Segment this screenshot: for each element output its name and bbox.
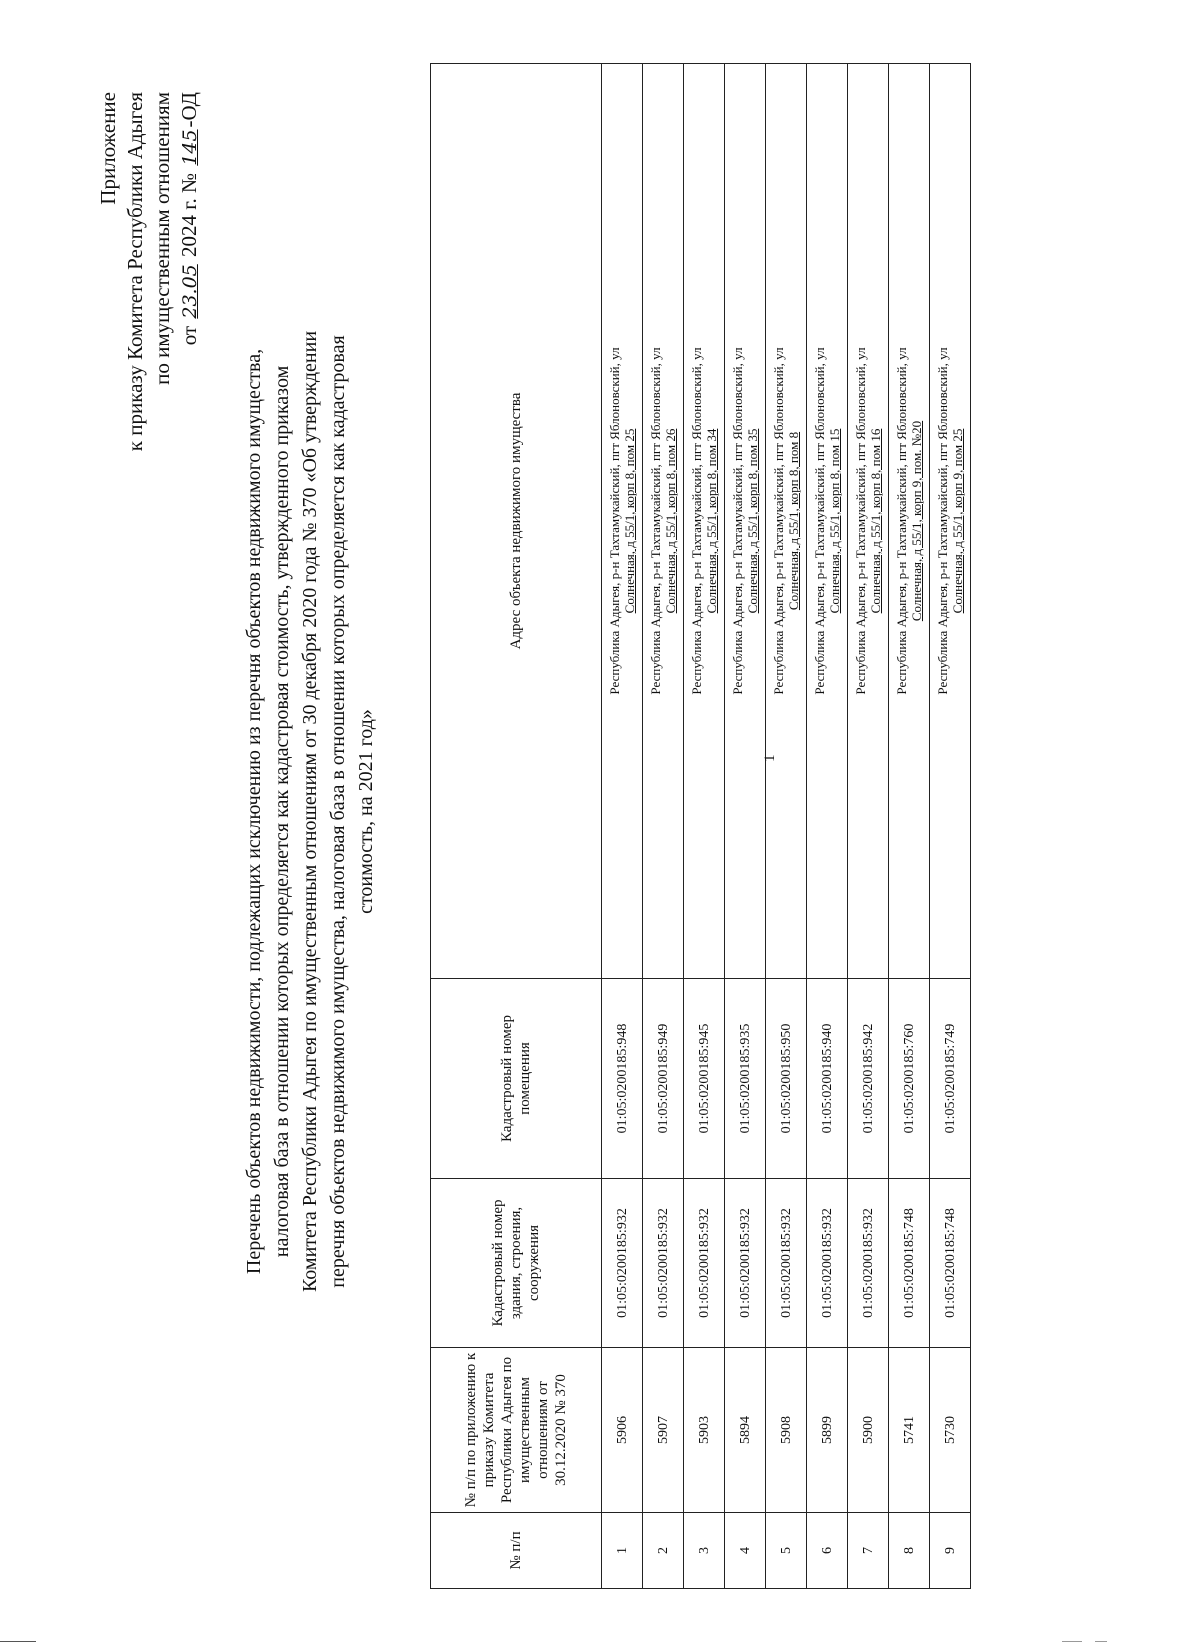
address-line-1: Республика Адыгея, р-н Тахтамукайский, пгт Яблоновский, ул xyxy=(689,347,704,695)
appendix-order-ref: к приказу Комитета Республики Адыгея xyxy=(123,92,147,452)
cell-appendix-num: 5894 xyxy=(725,1348,766,1513)
address-line-1: Республика Адыгея, р-н Тахтамукайский, пгт Яблоновский, ул xyxy=(648,347,663,695)
cell-num: 5 xyxy=(766,1513,807,1589)
table-body xyxy=(602,64,971,1589)
title-line-5: стоимость, на 2021 год» xyxy=(355,709,377,914)
cell-num: 1 xyxy=(602,1513,643,1589)
cell-room-cadastral: 01:05:0200185:942 xyxy=(848,979,889,1179)
address-line-1: Республика Адыгея, р-н Тахтамукайский, пгт Яблоновский, ул xyxy=(730,347,745,695)
header-address: Адрес объекта недвижимого имущества xyxy=(431,64,602,979)
document-title xyxy=(240,214,380,1409)
cell-building-cadastral: 01:05:0200185:932 xyxy=(766,1179,807,1348)
address-line-2: Солнечная, д 55/1, корп 8, пом 35 xyxy=(745,428,760,614)
table-row xyxy=(930,64,971,1589)
header-room-cadastral: Кадастровый номер помещения xyxy=(431,979,602,1179)
cell-building-cadastral: 01:05:0200185:932 xyxy=(684,1179,725,1348)
cell-num: 4 xyxy=(725,1513,766,1589)
cell-building-cadastral: 01:05:0200185:932 xyxy=(848,1179,889,1348)
address-line-2: Солнечная, д 55/1, корп 8, пом 26 xyxy=(663,428,678,614)
cell-room-cadastral: 01:05:0200185:948 xyxy=(602,979,643,1179)
cell-appendix-num: 5900 xyxy=(848,1348,889,1513)
cell-building-cadastral: 01:05:0200185:932 xyxy=(602,1179,643,1348)
address-line-2: Солнечная, д 55/1, корп 8, пом 25 xyxy=(622,428,637,614)
cell-building-cadastral: 01:05:0200185:932 xyxy=(643,1179,684,1348)
cell-address xyxy=(807,64,848,979)
table-row xyxy=(848,64,889,1589)
address-line-1: Республика Адыгея, р-н Тахтамукайский, пгт Яблоновский, ул xyxy=(812,347,827,695)
cell-room-cadastral: 01:05:0200185:950 xyxy=(766,979,807,1179)
cell-building-cadastral: 01:05:0200185:932 xyxy=(725,1179,766,1348)
cell-appendix-num: 5908 xyxy=(766,1348,807,1513)
address-line-1: Республика Адыгея, р-н Тахтамукайский, пгт Яблоновский, ул xyxy=(771,347,786,695)
cell-room-cadastral: 01:05:0200185:949 xyxy=(643,979,684,1179)
cell-building-cadastral: 01:05:0200185:748 xyxy=(930,1179,971,1348)
cell-appendix-num: 5907 xyxy=(643,1348,684,1513)
cell-room-cadastral: 01:05:0200185:945 xyxy=(684,979,725,1179)
scan-edge-mark xyxy=(0,1641,36,1642)
address-line-2: Солнечная, д 55/1, корп 8, пом 8 xyxy=(786,431,801,611)
table-header-row xyxy=(431,64,602,1589)
address-line-2: Солнечная, д 55/1, корп 9, пом 25 xyxy=(950,428,965,614)
cell-num: 3 xyxy=(684,1513,725,1589)
cell-num: 6 xyxy=(807,1513,848,1589)
cell-address xyxy=(889,64,930,979)
table-row xyxy=(643,64,684,1589)
title-line-1: Перечень объектов недвижимости, подлежащих исключению из перечня объектов недвижимого имущества, xyxy=(243,348,265,1275)
appendix-title: Приложение xyxy=(96,92,120,205)
address-line-1: Республика Адыгея, р-н Тахтамукайский, пгт Яблоновский, ул xyxy=(935,347,950,695)
cell-address xyxy=(684,64,725,979)
date-prefix: от xyxy=(177,320,201,346)
cell-num: 7 xyxy=(848,1513,889,1589)
cell-num: 2 xyxy=(643,1513,684,1589)
cell-room-cadastral: 01:05:0200185:749 xyxy=(930,979,971,1179)
handwritten-order-number: 145 xyxy=(179,129,201,166)
address-line-1: Республика Адыгея, р-н Тахтамукайский, пгт Яблоновский, ул xyxy=(894,347,909,695)
title-line-4: перечня объектов недвижимого имущества, налоговая база в отношении которых определяется как кадастровая xyxy=(327,335,349,1288)
order-year: 2024 г. № xyxy=(177,167,201,263)
address-line-2: Солнечная, д 55/1, корп 8, пом 16 xyxy=(868,428,883,614)
cell-address xyxy=(848,64,889,979)
header-building-cadastral: Кадастровый номер здания, строения, сооружения xyxy=(431,1179,602,1348)
address-line-1: Республика Адыгея, р-н Тахтамукайский, пгт Яблоновский, ул xyxy=(853,347,868,695)
cell-room-cadastral: 01:05:0200185:760 xyxy=(889,979,930,1179)
header-appendix-num: № п/п по приложению к приказу Комитета Республики Адыгея по имущественным отношениям от 30.12.2020 № 370 xyxy=(431,1348,602,1513)
address-line-2: Солнечная, д 55/1, корп 8, пом 15 xyxy=(827,428,842,614)
appendix-department: по имущественным отношениям xyxy=(150,92,174,385)
cell-address xyxy=(930,64,971,979)
cell-appendix-num: 5903 xyxy=(684,1348,725,1513)
address-line-1: Республика Адыгея, р-н Тахтамукайский, пгт Яблоновский, ул xyxy=(607,347,622,695)
table-row xyxy=(766,64,807,1589)
cell-num: 9 xyxy=(930,1513,971,1589)
scan-edge-mark xyxy=(1095,1641,1107,1642)
cell-appendix-num: 5730 xyxy=(930,1348,971,1513)
cell-num: 8 xyxy=(889,1513,930,1589)
scan-edge-mark xyxy=(1062,1641,1082,1642)
title-line-2: налоговая база в отношении которых определяется как кадастровая стоимость, утвержденного приказом xyxy=(271,365,293,1258)
cell-room-cadastral: 01:05:0200185:935 xyxy=(725,979,766,1179)
property-table xyxy=(430,63,971,1589)
title-line-3: Комитета Республики Адыгея по имущественным отношениям от 30 декабря 2020 года № 370 «Об утверждении xyxy=(299,330,321,1293)
cell-address xyxy=(643,64,684,979)
handwritten-date: 23.05 xyxy=(179,264,201,319)
cell-address xyxy=(766,64,807,979)
cell-address xyxy=(602,64,643,979)
table-row xyxy=(725,64,766,1589)
page-number: 1 xyxy=(762,754,778,762)
header-num: № п/п xyxy=(431,1513,602,1589)
table-row xyxy=(602,64,643,1589)
table-row xyxy=(684,64,725,1589)
table-row xyxy=(889,64,930,1589)
cell-building-cadastral: 01:05:0200185:748 xyxy=(889,1179,930,1348)
cell-room-cadastral: 01:05:0200185:940 xyxy=(807,979,848,1179)
table-row xyxy=(807,64,848,1589)
address-line-2: Солнечная, д 55/1, корп 8, пом 34 xyxy=(704,428,719,614)
appendix-date-line xyxy=(176,92,204,451)
cell-appendix-num: 5741 xyxy=(889,1348,930,1513)
appendix-header xyxy=(95,92,204,451)
cell-building-cadastral: 01:05:0200185:932 xyxy=(807,1179,848,1348)
order-suffix: -ОД xyxy=(177,92,201,128)
address-line-2: Солнечная, д 55/1, корп 9, пом. №20 xyxy=(909,420,924,622)
cell-appendix-num: 5899 xyxy=(807,1348,848,1513)
cell-address xyxy=(725,64,766,979)
cell-appendix-num: 5906 xyxy=(602,1348,643,1513)
